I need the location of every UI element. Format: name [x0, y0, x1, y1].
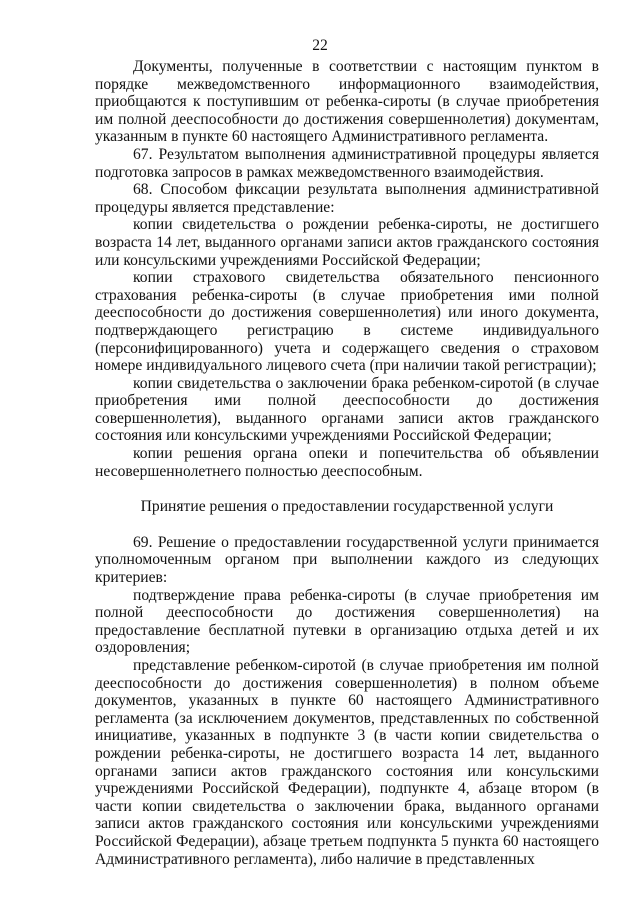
paragraph-right-confirmation: подтверждение права ребенка-сироты (в случае приобретения им полной дееспособности до достижения совершеннолетия) на предоставление бесплатной путевки в организацию отдыха детей и их оздоровления; [95, 586, 599, 657]
paragraph-67-result: 67. Результатом выполнения административной процедуры является подготовка запросов в рамках межведомственного взаимодействия. [95, 145, 599, 181]
paragraph-documents-submission: представление ребенком-сиротой (в случае приобретения им полной дееспособности до достижения совершеннолетия) в полном объеме документов, указанных в пункте 60 настоящего Административного регламента (за исключением документов, представленных по собственной инициативе, указанных в подпункте 3 (в части копии свидетельства о рождении ребенка-сироты, не достигшего возраста 14 лет, выданного органами записи актов гражданского состояния или консульскими учреждениями Российской Федерации), подпункте 4, абзаце втором (в части копии свидетельства о заключении брака, выданного органами записи актов гражданского состояния или консульскими учреждениями Российской Федерации), абзаце третьем подпункта 5 пункта 60 настоящего Административного регламента), либо наличие в представленных [95, 657, 599, 868]
paragraph-guardianship-decision: копии решения органа опеки и попечительства об объявлении несовершеннолетнего полностью дееспособным. [95, 445, 599, 480]
paragraph-68-fixation: 68. Способом фиксации результата выполнения административной процедуры является представление: [95, 181, 599, 216]
document-body [95, 58, 599, 868]
paragraph-documents-attached: Документы, полученные в соответствии с настоящим пунктом в порядке межведомственного информационного взаимодействия, приобщаются к поступившим от ребенка-сироты (в случае приобретения им полной дееспособности до достижения совершеннолетия) документам, указанным в пункте 60 настоящего Административного регламента. [95, 58, 599, 146]
section-heading: Принятие решения о предоставлении государственной услуги [140, 498, 554, 516]
paragraph-69-decision: 69. Решение о предоставлении государственной услуги принимается уполномоченным органом при выполнении каждого из следующих критериев: [95, 533, 599, 587]
paragraph-insurance-certificate: копии страхового свидетельства обязательного пенсионного страхования ребенка-сироты (в случае приобретения ими полной дееспособности до достижения совершеннолетия) или иного документа, подтверждающего регистрацию в системе индивидуального (персонифицированного) учета и содержащего сведения о страховом номере индивидуального лицевого счета (при наличии такой регистрации); [95, 269, 599, 375]
paragraph-marriage-certificate: копии свидетельства о заключении брака ребенком-сиротой (в случае приобретения ими полной дееспособности до достижения совершеннолетия), выданного органами записи актов гражданского состояния или консульскими учреждениями Российской Федерации; [95, 374, 599, 445]
page-number: 22 [312, 37, 328, 54]
paragraph-birth-certificate: копии свидетельства о рождении ребенка-сироты, не достигшего возраста 14 лет, выданного органами записи актов гражданского состояния или консульскими учреждениями Российской Федерации; [95, 216, 599, 269]
